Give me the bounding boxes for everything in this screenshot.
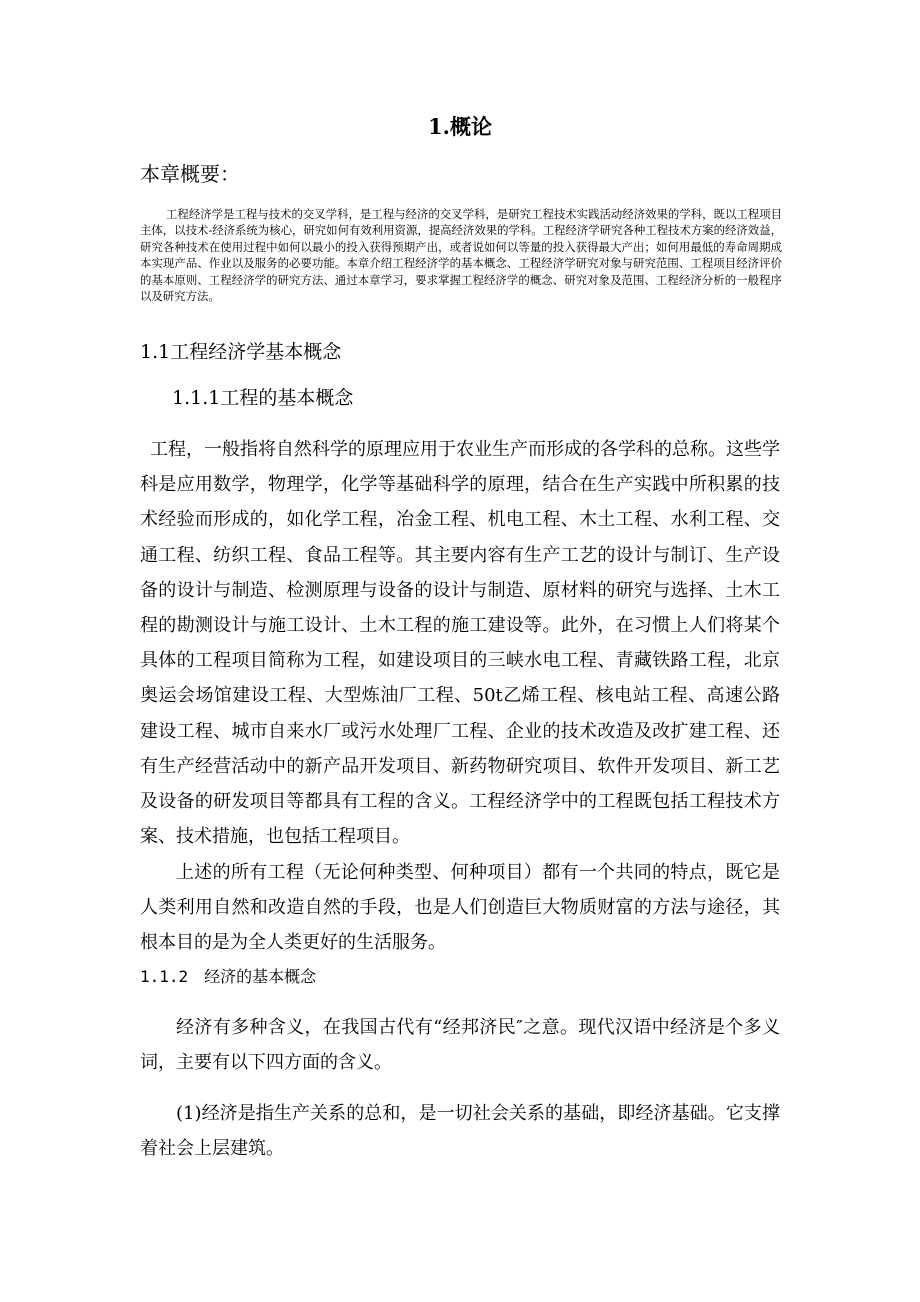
paragraph-economy-meaning-1: (1)经济是指生产关系的总和，是一切社会关系的基础，即经济基础。它支撑着社会上层建筑。 (140, 1103, 780, 1160)
subsection-heading-1-1-2: 1.1.2 经济的基本概念 (140, 967, 317, 986)
paragraph-engineering-definition: 工程，一般指将自然科学的原理应用于农业生产而形成的各学科的总称。这些学科是应用数学，物理学，化学等基础科学的原理，结合在生产实践中所积累的技术经验而形成的，如化学工程，冶金工程、机电工程、木土工程、水利工程、交通工程、纺织工程、食品工程等。其主要内容有生产工艺的设计与制订、生产设备的设计与制造、检测原理与设备的设计与制造、原材料的研究与选择、土木工程的勘测设计与施工设计、土木工程的施工建设等。此外，在习惯上人们将某个具体的工程项目简称为工程，如建设项目的三峡水电工程、青藏铁路工程，北京奥运会场馆建设工程、大型炼油厂工程、50t乙烯工程、核电站工程、高速公路建设工程、城市自来水厂或污水处理厂工程、企业的技术改造及改扩建工程、还有生产经营活动中的新产品开发项目、新药物研究项目、软件开发项目、新工艺及设备的研发项目等都具有工程的含义。工程经济学中的工程既包括工程技术方案、技术措施，也包括工程项目。 (140, 439, 780, 848)
paragraph-common-feature: 上述的所有工程（无论何种类型、何种项目）都有一个共同的特点，既它是人类利用自然和改造自然的手段，也是人们创造巨大物质财富的方法与途径，其根本目的是为全人类更好的生活服务。 (140, 862, 780, 954)
section-heading-1-1: 1.1工程经济学基本概念 (140, 341, 342, 363)
chapter-summary-heading: 本章概要： (140, 162, 240, 186)
chapter-summary-text: 工程经济学是工程与技术的交叉学科，是工程与经济的交叉学科，是研究工程技术实践活动经济效果的学科，既以工程项目主体，以技术-经济系统为核心，研究如何有效利用资源，提高经济效果的学科。工程经济学研究各种工程技术方案的经济效益，研究各种技术在使用过程中如何以最小的投入获得预期产出，或者说如何以等量的投入获得最大产出；如何用最低的寿命周期成本实现产品、作业以及服务的必要功能。本章介绍工程经济学的基本概念、工程经济学研究对象与研究范围、工程项目经济评价的基本原则、工程经济学的研究方法、通过本章学习，要求掌握工程经济学的概念、研究对象及范围、工程经济分析的一般程序以及研究方法。 (140, 207, 782, 304)
paragraph-economy-meanings: 经济有多种含义，在我国古代有“经邦济民″之意。现代汉语中经济是个多义词，主要有以下四方面的含义。 (140, 1017, 780, 1074)
chapter-title: 1.概论 (428, 114, 492, 139)
subsection-heading-1-1-1: 1.1.1工程的基本概念 (172, 387, 354, 409)
